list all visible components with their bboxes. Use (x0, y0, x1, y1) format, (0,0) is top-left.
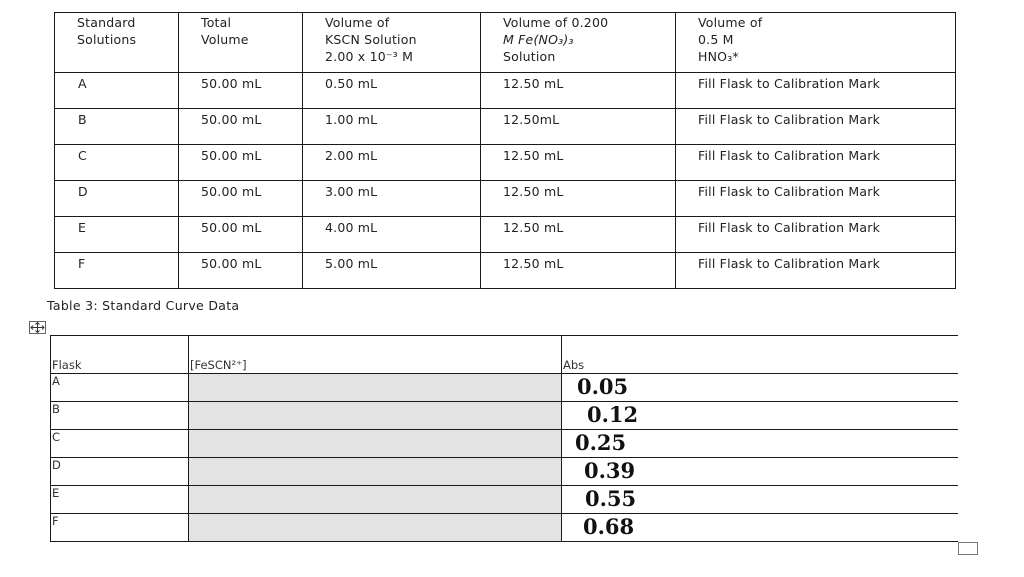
cell-concentration-input[interactable] (189, 430, 562, 458)
cell-concentration-input[interactable] (189, 458, 562, 486)
table-row (55, 73, 956, 109)
cell-flask: C (51, 430, 189, 458)
cell-standard: E (55, 217, 179, 253)
cell-kscn-volume: 0.50 mL (303, 73, 481, 109)
cell-flask: F (51, 514, 189, 542)
cell-kscn-volume: 1.00 mL (303, 109, 481, 145)
header-fe-no3-volume: Volume of 0.200 M Fe(NO₃)₃ Solution (481, 13, 676, 73)
table-row (55, 145, 956, 181)
cell-hno3-instruction: Fill Flask to Calibration Mark (676, 217, 956, 253)
table-row (51, 486, 959, 514)
table-row (55, 217, 956, 253)
cell-concentration-input[interactable] (189, 402, 562, 430)
move-cross-icon[interactable] (29, 321, 46, 334)
cell-kscn-volume: 2.00 mL (303, 145, 481, 181)
abs-value: 0.25 (575, 430, 627, 455)
standard-curve-table (50, 335, 958, 542)
header-fescn-concentration: [FeSCN²⁺] (189, 336, 562, 374)
cell-abs[interactable] (562, 514, 959, 542)
cell-concentration-input[interactable] (189, 486, 562, 514)
abs-value: 0.12 (587, 402, 639, 427)
table-row (51, 514, 959, 542)
header-kscn-volume: Volume of KSCN Solution 2.00 x 10⁻³ M (303, 13, 481, 73)
cell-fe-volume: 12.50mL (481, 109, 676, 145)
table-header-row (51, 336, 959, 374)
cell-hno3-instruction: Fill Flask to Calibration Mark (676, 181, 956, 217)
cell-fe-volume: 12.50 mL (481, 145, 676, 181)
cell-kscn-volume: 4.00 mL (303, 217, 481, 253)
header-hno3-volume: Volume of 0.5 M HNO₃* (676, 13, 956, 73)
move-cross-glyph (30, 322, 45, 333)
cell-hno3-instruction: Fill Flask to Calibration Mark (676, 253, 956, 289)
cell-total-volume: 50.00 mL (179, 253, 303, 289)
header-total-volume: Total Volume (179, 13, 303, 73)
cell-standard: D (55, 181, 179, 217)
cell-abs[interactable] (562, 430, 959, 458)
table-caption: Table 3: Standard Curve Data (47, 298, 240, 313)
cell-abs[interactable] (562, 458, 959, 486)
standard-solutions-table (54, 12, 956, 289)
abs-value: 0.55 (585, 486, 637, 511)
abs-value: 0.68 (583, 514, 635, 539)
table-row (51, 402, 959, 430)
cell-hno3-instruction: Fill Flask to Calibration Mark (676, 73, 956, 109)
cell-total-volume: 50.00 mL (179, 145, 303, 181)
cell-total-volume: 50.00 mL (179, 181, 303, 217)
cell-fe-volume: 12.50 mL (481, 217, 676, 253)
cell-flask: B (51, 402, 189, 430)
cell-fe-volume: 12.50 mL (481, 73, 676, 109)
cell-standard: C (55, 145, 179, 181)
table-row (51, 458, 959, 486)
standard-curve-table-container (50, 335, 958, 542)
header-standard-solutions: Standard Solutions (55, 13, 179, 73)
cell-standard: B (55, 109, 179, 145)
header-flask: Flask (51, 336, 189, 374)
cell-hno3-instruction: Fill Flask to Calibration Mark (676, 145, 956, 181)
cell-kscn-volume: 3.00 mL (303, 181, 481, 217)
table-row (55, 253, 956, 289)
cell-fe-volume: 12.50 mL (481, 253, 676, 289)
cell-flask: A (51, 374, 189, 402)
table-row (51, 374, 959, 402)
cell-total-volume: 50.00 mL (179, 217, 303, 253)
table-row (55, 109, 956, 145)
cell-flask: D (51, 458, 189, 486)
table-header-row (55, 13, 956, 73)
cell-concentration-input[interactable] (189, 514, 562, 542)
cell-concentration-input[interactable] (189, 374, 562, 402)
cell-abs[interactable] (562, 374, 959, 402)
cell-abs[interactable] (562, 402, 959, 430)
cell-flask: E (51, 486, 189, 514)
table-row (55, 181, 956, 217)
cell-kscn-volume: 5.00 mL (303, 253, 481, 289)
abs-value: 0.05 (577, 374, 629, 399)
cell-total-volume: 50.00 mL (179, 73, 303, 109)
table-row (51, 430, 959, 458)
abs-value: 0.39 (584, 458, 636, 483)
cell-abs[interactable] (562, 486, 959, 514)
header-abs: Abs (562, 336, 959, 374)
cell-standard: A (55, 73, 179, 109)
resize-box-icon[interactable] (958, 542, 978, 555)
cell-fe-volume: 12.50 mL (481, 181, 676, 217)
cell-hno3-instruction: Fill Flask to Calibration Mark (676, 109, 956, 145)
cell-total-volume: 50.00 mL (179, 109, 303, 145)
cell-standard: F (55, 253, 179, 289)
